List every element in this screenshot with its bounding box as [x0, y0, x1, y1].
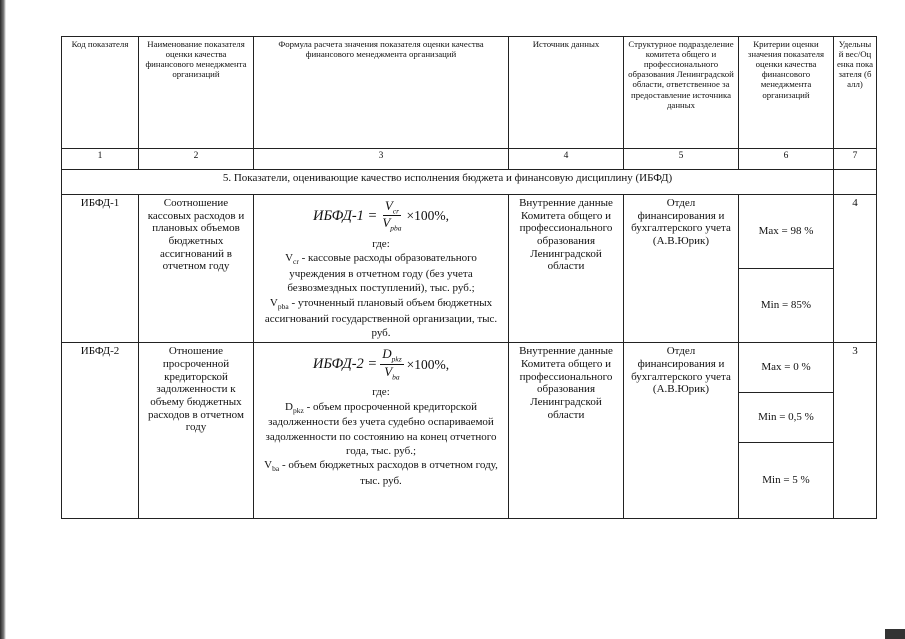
- scan-edge-left: [0, 0, 6, 639]
- indicator-formula: [254, 343, 509, 519]
- formula-term: $V_{pba}$ - уточненный плановый объем бюджетных ассигнований государственной организации, тыс. руб.: [264, 296, 498, 339]
- formula-rhs: ×100%,: [406, 356, 450, 372]
- formula-fraction: [380, 199, 403, 233]
- criterion-max: Max = 98 %: [739, 195, 834, 269]
- criterion-min: Min = 5 %: [739, 443, 834, 519]
- formula-numerator: D: [382, 346, 392, 362]
- indicator-source: Внутренние данные Комитета общего и профессионального образования Ленинградской области: [509, 195, 624, 343]
- header-row: [62, 37, 877, 149]
- header-name: Наименование показателя оценки качества финансового менеджмента организаций: [139, 37, 254, 149]
- formula-numerator-sub: cr: [392, 206, 400, 216]
- formula-denominator-sub: ba: [392, 372, 400, 382]
- column-number-row: [62, 149, 877, 170]
- header-weight: Удельный вес/Оценка показателя (балл): [834, 37, 877, 149]
- formula-where: где:: [372, 386, 390, 399]
- formula-term: $V_{cr}$ - кассовые расходы образовательного учреждения в отчетном году (без учета безвозмездных поступлений), тыс. руб.;: [285, 252, 477, 295]
- column-number: 2: [139, 149, 254, 170]
- indicator-department: Отдел финансирования и бухгалтерского учета (А.В.Юрик): [624, 343, 739, 519]
- indicator-source: Внутренние данные Комитета общего и профессионального образования Ленинградской области: [509, 343, 624, 519]
- criterion-min: Min = 0,5 %: [739, 393, 834, 443]
- formula-lhs: ИБФД-2 =: [312, 355, 378, 372]
- formula-expression: [313, 199, 449, 233]
- header-department: Структурное подразделение комитета общего и профессионального образования Ленинградской области, ответственное за предоставление источника данных: [624, 37, 739, 149]
- formula-term: $V_{ba}$ - объем бюджетных расходов в отчетном году, тыс. руб.: [264, 459, 498, 488]
- column-number: 1: [62, 149, 139, 170]
- formula-term: $D_{pkz}$ - объем просроченной кредиторской задолженности без учета судебно оспариваемой задолженности по состоянию на конец отчетного года, тыс. руб.;: [265, 400, 497, 458]
- section-title: 5. Показатели, оценивающие качество исполнения бюджета и финансовую дисциплину (ИБФД): [62, 170, 834, 195]
- column-number: 7: [834, 149, 877, 170]
- formula-denominator: V: [384, 363, 393, 379]
- scan-corner: [885, 629, 905, 639]
- section-row: [62, 170, 877, 195]
- formula-numerator: V: [384, 198, 393, 213]
- formula-where: где:: [372, 237, 390, 250]
- indicator-code: ИБФД-1: [62, 195, 139, 343]
- indicator-code: ИБФД-2: [62, 343, 139, 519]
- formula-expression: [313, 347, 449, 381]
- formula-denominator: V: [382, 215, 391, 231]
- indicator-row: [62, 195, 877, 269]
- header-code: Код показателя: [62, 37, 139, 149]
- formula-lhs: ИБФД-1 =: [312, 207, 378, 224]
- indicators-table: [61, 36, 877, 519]
- column-number: 5: [624, 149, 739, 170]
- header-formula: Формула расчета значения показателя оценки качества финансового менеджмента организаций: [254, 37, 509, 149]
- header-criteria: Критерии оценки значения показателя оценки качества финансового менеджмента организаций: [739, 37, 834, 149]
- indicator-name: Соотношение кассовых расходов и плановых объемов бюджетных ассигнований в отчетном году: [139, 195, 254, 343]
- formula-numerator-sub: pkz: [391, 354, 402, 364]
- criterion-max: Max = 0 %: [739, 343, 834, 393]
- indicator-name: Отношение просроченной кредиторской задолженности к объему бюджетных расходов в отчетном году: [139, 343, 254, 519]
- indicator-department: Отдел финансирования и бухгалтерского учета (А.В.Юрик): [624, 195, 739, 343]
- column-number: 3: [254, 149, 509, 170]
- criterion-min: Min = 85%: [739, 269, 834, 343]
- indicator-weight: 3: [834, 343, 877, 519]
- indicator-weight: 4: [834, 195, 877, 343]
- formula-rhs: ×100%,: [406, 208, 450, 224]
- indicator-row: [62, 343, 877, 393]
- header-source: Источник данных: [509, 37, 624, 149]
- column-number: 4: [509, 149, 624, 170]
- formula-fraction: [380, 347, 403, 381]
- indicator-formula: [254, 195, 509, 343]
- formula-denominator-sub: pba: [390, 224, 402, 234]
- column-number: 6: [739, 149, 834, 170]
- section-empty-cell: [834, 170, 877, 195]
